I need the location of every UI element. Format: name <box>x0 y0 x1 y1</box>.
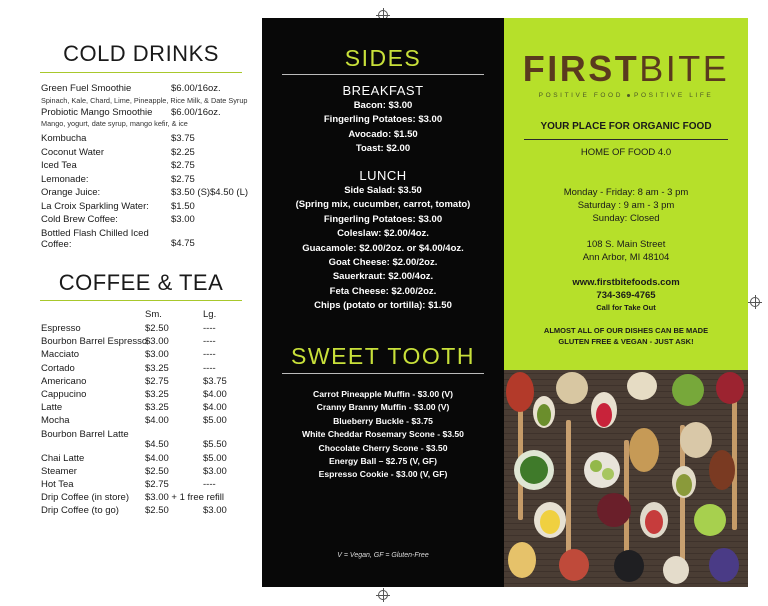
menu-item: Sauerkraut: $2.00/4oz. <box>332 271 434 283</box>
menu-item-description: Mango, yogurt, date syrup, mango kefir, & ice <box>41 119 188 128</box>
slogan: YOUR PLACE FOR ORGANIC FOOD <box>540 121 712 132</box>
menu-item: Goat Cheese: $2.00/2oz. <box>328 256 438 268</box>
menu-item: Chocolate Cherry Scone - $3.50 <box>318 442 448 453</box>
hours <box>504 186 748 225</box>
column-headers: Sm. Lg. <box>145 309 217 320</box>
menu-item: Cappucino $3.25 $4.00 <box>41 388 227 400</box>
hours-weekday: Monday - Friday: 8 am - 3 pm <box>563 187 689 198</box>
menu-item: Cold Brew Coffee: $3.00 <box>41 214 195 225</box>
menu-item: Hot Tea $2.75 ---- <box>41 478 216 490</box>
menu-item: Orange Juice: $3.50 (S) $4.50 (L) <box>41 187 249 198</box>
diet-legend: V = Vegan, GF = Gluten-Free <box>337 552 429 559</box>
menu-item: Blueberry Buckle - $3.75 <box>333 415 433 426</box>
menu-item: Espresso $2.50 ---- <box>41 323 216 334</box>
sweet-tooth-rule <box>282 373 484 374</box>
menu-item: Bourbon Barrel Latte $4.50 $5.50 <box>41 428 227 450</box>
home-of-food: HOME OF FOOD 4.0 <box>580 147 672 158</box>
menu-item: Iced Tea $2.75 <box>41 160 195 171</box>
brand-tagline: POSITIVE FOOD POSITIVE LIFE <box>538 92 714 99</box>
menu-item: Bottled Flash Chilled Iced Coffee: $4.75 <box>41 227 195 250</box>
menu-item: Avocado: $1.50 <box>348 128 418 140</box>
address <box>504 238 748 264</box>
menu-item: Bacon: $3.00 <box>353 100 413 111</box>
menu-item: Fingerling Potatoes: $3.00 <box>323 114 443 126</box>
menu-item: La Croix Sparkling Water: $1.50 <box>41 200 195 212</box>
registration-mark-bottom <box>378 590 388 600</box>
food-photo-illustration <box>504 370 748 587</box>
hours-sunday: Sunday: Closed <box>592 213 660 224</box>
menu-item: Cranny Branny Muffin - $3.00 (V) <box>316 402 450 413</box>
slogan-rule <box>524 139 728 140</box>
menu-item: Steamer $2.50 $3.00 <box>41 465 227 477</box>
menu-item: Bourbon Barrel Espresso $3.00 ---- <box>41 336 216 348</box>
menu-item: White Cheddar Rosemary Scone - $3.50 <box>302 429 464 440</box>
lunch-heading: LUNCH <box>359 168 407 183</box>
menu-item: Feta Cheese: $2.00/2oz. <box>329 285 437 297</box>
menu-item: Chips (potato or tortilla): $1.50 <box>314 300 452 312</box>
menu-item: Toast: $2.00 <box>355 143 411 155</box>
lunch-list <box>262 184 504 314</box>
menu-item: Fingerling Potatoes: $3.00 <box>323 213 443 225</box>
brand-logo: FIRSTBITE <box>522 48 730 89</box>
left-panel <box>0 0 262 606</box>
menu-item: Carrot Pineapple Muffin - $3.00 (V) <box>313 389 453 399</box>
breakfast-list <box>262 99 504 157</box>
takeout-note: Call for Take Out <box>596 303 656 312</box>
menu-item: Americano $2.75 $3.75 <box>41 375 227 387</box>
menu-item: Mocha $4.00 $5.00 <box>41 415 227 427</box>
middle-panel <box>262 18 504 587</box>
phone[interactable]: 734-369-4765 <box>596 290 656 301</box>
menu-item: Coleslaw: $2.00/4oz. <box>337 228 429 240</box>
menu-item: Drip Coffee (to go) $2.50 $3.00 <box>41 505 227 517</box>
menu-item: Macciato $3.00 ---- <box>41 349 216 361</box>
menu-item: Coconut Water $2.25 <box>41 146 195 158</box>
registration-mark-right <box>750 297 760 307</box>
menu-item: Cortado $3.25 ---- <box>41 362 216 374</box>
menu-item: Energy Ball – $2.75 (V, GF) <box>328 455 438 466</box>
menu-item: Kombucha $3.75 <box>41 133 195 144</box>
menu-item: Green Fuel Smoothie $6.00/16oz. <box>41 83 221 94</box>
cold-drinks-rule <box>40 72 242 73</box>
right-panel <box>504 18 748 587</box>
menu-item-description: Spinach, Kale, Chard, Lime, Pineapple, Rice Milk, & Date Syrup <box>41 95 248 105</box>
coffee-tea-title: COFFEE & TEA <box>58 270 224 295</box>
menu-item: Chai Latte $4.00 $5.00 <box>41 452 227 464</box>
coffee-tea-list <box>41 308 256 517</box>
sweet-tooth-title: SWEET TOOTH <box>291 343 475 369</box>
website[interactable]: www.firstbitefoods.com <box>572 277 680 288</box>
sides-rule <box>282 74 484 75</box>
menu-item: Drip Coffee (in store) $3.00 + 1 free refill <box>41 492 224 504</box>
cold-drinks-title: COLD DRINKS <box>63 41 219 66</box>
coffee-tea-rule <box>40 300 242 301</box>
bullet-icon <box>627 94 630 97</box>
menu-item: Latte $3.25 $4.00 <box>41 402 227 414</box>
menu-item: Lemonade: $2.75 <box>41 173 195 185</box>
cold-drinks-list <box>41 82 256 251</box>
breakfast-heading: BREAKFAST <box>342 83 424 98</box>
dietary-note: ALMOST ALL OF OUR DISHES CAN BE MADE GLUTEN FREE & VEGAN - JUST ASK! <box>543 326 709 346</box>
menu-item: Espresso Cookie - $3.00 (V, GF) <box>318 469 448 480</box>
sides-title: SIDES <box>344 45 422 71</box>
sweet-tooth-list <box>262 388 504 482</box>
address-city: Ann Arbor, MI 48104 <box>582 252 670 263</box>
menu-item-description: (Spring mix, cucumber, carrot, tomato) <box>295 199 471 211</box>
address-street: 108 S. Main Street <box>586 239 666 250</box>
hours-saturday: Saturday : 9 am - 3 pm <box>577 200 675 211</box>
menu-item: Probiotic Mango Smoothie $6.00/16oz. <box>41 106 221 118</box>
menu-item: Side Salad: $3.50 <box>344 185 422 196</box>
food-spoons-photo <box>504 370 748 587</box>
menu-item: Guacamole: $2.00/2oz. or $4.00/4oz. <box>302 242 464 254</box>
